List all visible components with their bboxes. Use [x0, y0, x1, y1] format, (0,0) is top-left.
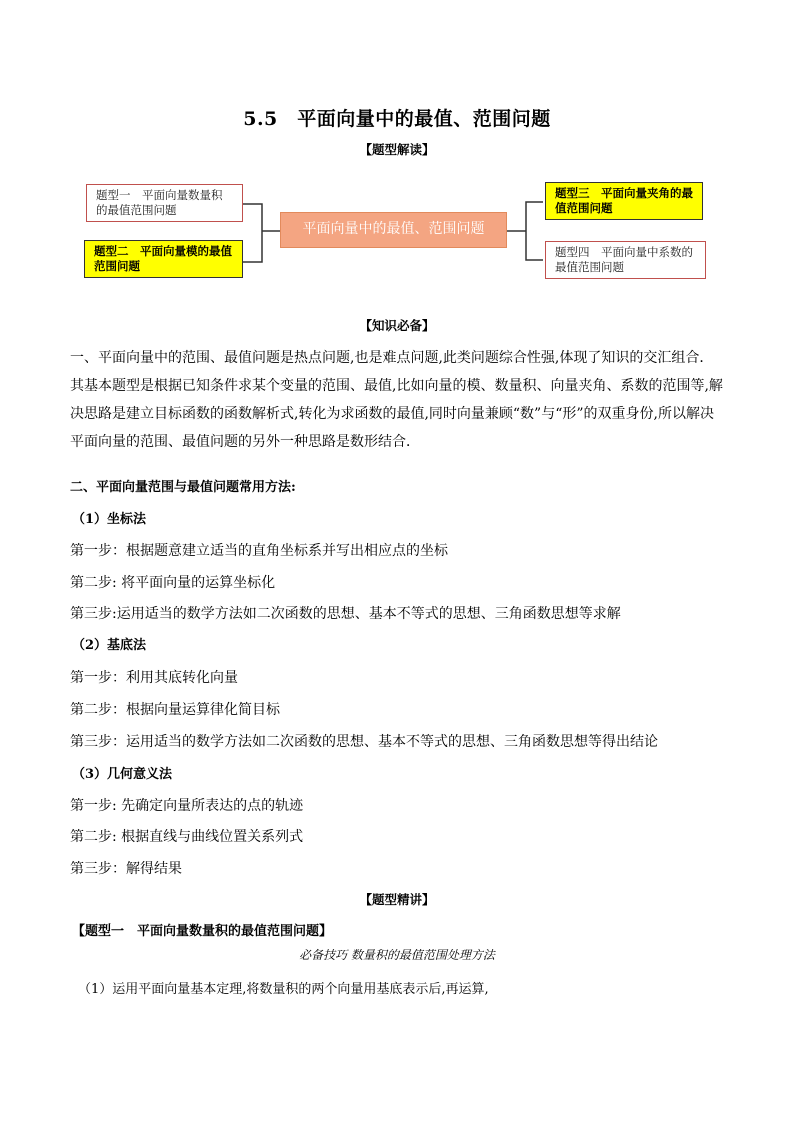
- section-heading-types: 【题型解读】: [359, 142, 435, 157]
- mindmap-type3-box: 题型三 平面向量夹角的最值范围问题: [545, 182, 703, 220]
- mindmap-type1-box: 题型一 平面向量数量积的最值范围问题: [86, 184, 243, 222]
- section-heading-knowledge: 【知识必备】: [359, 318, 435, 333]
- method3-step3: 第三步：解得结果: [70, 861, 182, 877]
- method3-step1: 第一步: 先确定向量所表达的点的轨迹: [70, 798, 304, 814]
- section-heading-lecture: 【题型精讲】: [359, 892, 435, 907]
- mindmap-type4-box: 题型四 平面向量中系数的最值范围问题: [545, 241, 706, 279]
- method1-heading: （1）坐标法: [72, 512, 147, 527]
- skill-item-1: （1）运用平面向量基本定理,将数量积的两个向量用基底表示后,再运算,: [78, 982, 489, 997]
- method2-heading: （2）基底法: [72, 638, 147, 653]
- methods-heading: 二、平面向量范围与最值问题常用方法:: [70, 480, 296, 495]
- method1-step3: 第三步:运用适当的数学方法如二次函数的思想、基本不等式的思想、三角函数思想等求解: [70, 606, 621, 622]
- type1-heading: 【题型一 平面向量数量积的最值范围问题】: [72, 924, 333, 939]
- knowledge-paragraph: 一、平面向量中的范围、最值问题是热点问题,也是难点问题,此类问题综合性强,体现了知识的交汇组合．其基本题型是根据已知条件求某个变量的范围、最值,比如向量的模、数量积、向量夹角、系数的范围等,解决思路是建立目标函数的函数解析式,转化为求函数的最值,同时向量兼顾“数”与“形”的双重身份,所以解决平面向量的范围、最值问题的另外一种思路是数形结合．: [70, 350, 723, 450]
- method3-heading: （3）几何意义法: [72, 767, 173, 782]
- mindmap-type2-box: 题型二 平面向量模的最值范围问题: [84, 240, 243, 278]
- method3-step2: 第二步: 根据直线与曲线位置关系列式: [70, 829, 304, 845]
- method2-step3: 第三步：运用适当的数学方法如二次函数的思想、基本不等式的思想、三角函数思想等得出结论: [70, 734, 658, 750]
- method1-step2: 第二步: 将平面向量的运算坐标化: [70, 575, 276, 591]
- method2-step1: 第一步：利用其底转化向量: [70, 670, 238, 686]
- page-title: 5.5 平面向量中的最值、范围问题: [243, 108, 551, 130]
- method1-step1: 第一步：根据题意建立适当的直角坐标系并写出相应点的坐标: [70, 543, 448, 559]
- method2-step2: 第二步：根据向量运算律化简目标: [70, 702, 280, 718]
- skill-subtitle: 必备技巧 数量积的最值范围处理方法: [299, 948, 495, 962]
- mindmap-center-box: 平面向量中的最值、范围问题: [280, 212, 507, 248]
